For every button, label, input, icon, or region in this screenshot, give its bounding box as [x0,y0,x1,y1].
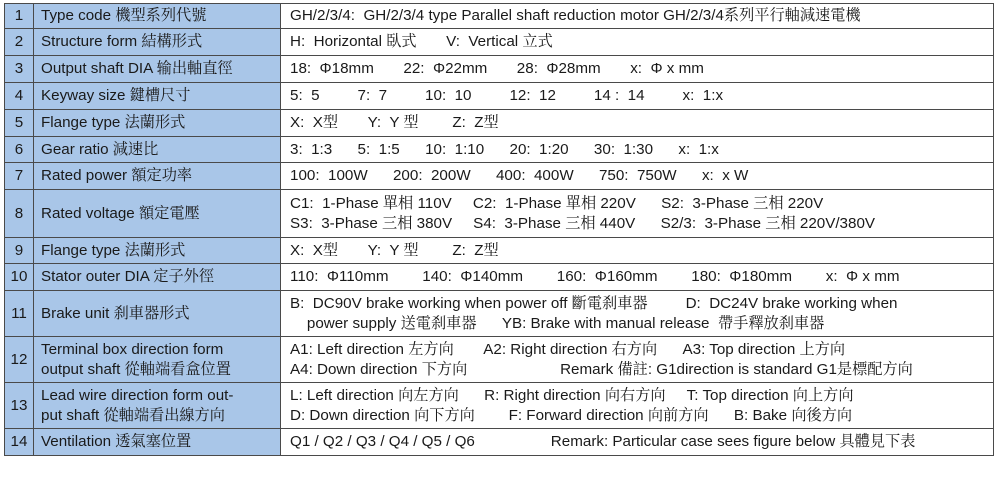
row-description [281,264,994,291]
row-description [281,190,994,238]
row-name [34,110,281,137]
spec-row [5,163,994,190]
row-number: 6 [5,137,34,163]
row-name [34,83,281,110]
row-description [281,29,994,56]
row-description-line: 5: 5 7: 7 10: 10 12: 12 14 : 14 x: 1:x [290,87,724,104]
row-number: 4 [5,83,34,110]
row-description [281,137,994,163]
row-name [34,264,281,291]
row-number: 7 [5,163,34,190]
row-number: 5 [5,110,34,137]
row-description [281,291,994,337]
row-number: 11 [5,291,34,337]
row-name-line: Flange type 法蘭形式 [41,114,186,131]
row-name-line: Flange type 法蘭形式 [41,241,186,259]
row-description [281,110,994,137]
row-description-line: A4: Down direction 下方向 Remark 備註: G1direction is standard G1是標配方向 [290,360,913,378]
row-description-line: H: Horizontal 臥式 V: Vertical 立式 [290,33,553,50]
row-number: 8 [5,190,34,238]
row-name [34,383,281,429]
row-name [34,4,281,29]
row-description-line: X: X型 Y: Y 型 Z: Z型 [290,241,499,259]
row-description-line: C1: 1-Phase 單相 110V C2: 1-Phase 單相 220V S2: 3-Phase 三相 220V [290,194,824,212]
spec-row [5,110,994,137]
row-description-line: power supply 送電刹車器 YB: Brake with manual release 帶手釋放刹車器 [290,314,825,332]
row-name-line: Brake unit 刹車器形式 [41,304,190,322]
spec-row [5,4,994,29]
row-description-line: B: DC90V brake working when power off 斷電刹車器 D: DC24V brake working when [290,294,898,312]
row-name-line: Ventilation 透氣塞位置 [41,433,192,450]
row-name-line: Output shaft DIA 输出軸直徑 [41,60,233,77]
row-name-line: Rated voltage 額定電壓 [41,204,200,222]
row-name-line: Type code 機型系列代號 [41,7,207,24]
spec-row [5,429,994,456]
spec-row [5,291,994,337]
row-description-line: 100: 100W 200: 200W 400: 400W 750: 750W x: x W [290,167,749,184]
row-name-line: Terminal box direction form [41,340,224,358]
spec-row [5,190,994,238]
row-number: 1 [5,4,34,29]
row-description [281,83,994,110]
row-name-line: output shaft 從軸端看盒位置 [41,360,231,378]
row-description-line: GH/2/3/4: GH/2/3/4 type Parallel shaft reduction motor GH/2/3/4系列平行軸減速電機 [290,7,861,24]
row-number: 10 [5,264,34,291]
row-name [34,137,281,163]
row-description [281,56,994,83]
row-name-line: Lead wire direction form out- [41,386,234,404]
row-description-line: 3: 1:3 5: 1:5 10: 1:10 20: 1:20 30: 1:30 x: 1:x [290,140,719,158]
spec-table [4,3,994,456]
spec-row [5,264,994,291]
row-name [34,291,281,337]
row-description [281,383,994,429]
row-description [281,4,994,29]
spec-row [5,238,994,264]
row-description [281,238,994,264]
spec-row [5,83,994,110]
row-number: 9 [5,238,34,264]
spec-table-body [5,4,994,456]
row-description-line: 110: Φ110mm 140: Φ140mm 160: Φ160mm 180: Φ180mm x: Φ x mm [290,268,900,285]
row-name-line: put shaft 從軸端看出線方向 [41,406,225,424]
row-name-line: Gear ratio 減速比 [41,140,159,158]
row-name [34,190,281,238]
row-name-line: Stator outer DIA 定子外徑 [41,268,215,285]
row-description-line: A1: Left direction 左方向 A2: Right direction 右方向 A3: Top direction 上方向 [290,340,846,358]
row-name [34,56,281,83]
row-description-line: 18: Φ18mm 22: Φ22mm 28: Φ28mm x: Φ x mm [290,60,704,77]
spec-row [5,29,994,56]
row-description-line: S3: 3-Phase 三相 380V S4: 3-Phase 三相 440V S2/3: 3-Phase 三相 220V/380V [290,214,876,232]
row-description [281,337,994,383]
row-description [281,429,994,456]
row-description-line: Q1 / Q2 / Q3 / Q4 / Q5 / Q6 Remark: Particular case sees figure below 具體見下表 [290,433,916,450]
row-name [34,163,281,190]
row-number: 3 [5,56,34,83]
row-number: 13 [5,383,34,429]
row-name-line: Structure form 結構形式 [41,33,203,50]
row-description-line: X: X型 Y: Y 型 Z: Z型 [290,114,499,131]
row-description-line: L: Left direction 向左方向 R: Right direction 向右方向 T: Top direction 向上方向 [290,386,854,404]
row-description-line: D: Down direction 向下方向 F: Forward direction 向前方向 B: Bake 向後方向 [290,406,853,424]
spec-row [5,383,994,429]
spec-row [5,56,994,83]
spec-row [5,337,994,383]
row-name [34,429,281,456]
row-name [34,29,281,56]
row-number: 14 [5,429,34,456]
spec-row [5,137,994,163]
row-name [34,337,281,383]
row-name [34,238,281,264]
row-description [281,163,994,190]
row-number: 12 [5,337,34,383]
row-name-line: Rated power 額定功率 [41,167,193,184]
row-number: 2 [5,29,34,56]
row-name-line: Keyway size 鍵槽尺寸 [41,87,191,104]
